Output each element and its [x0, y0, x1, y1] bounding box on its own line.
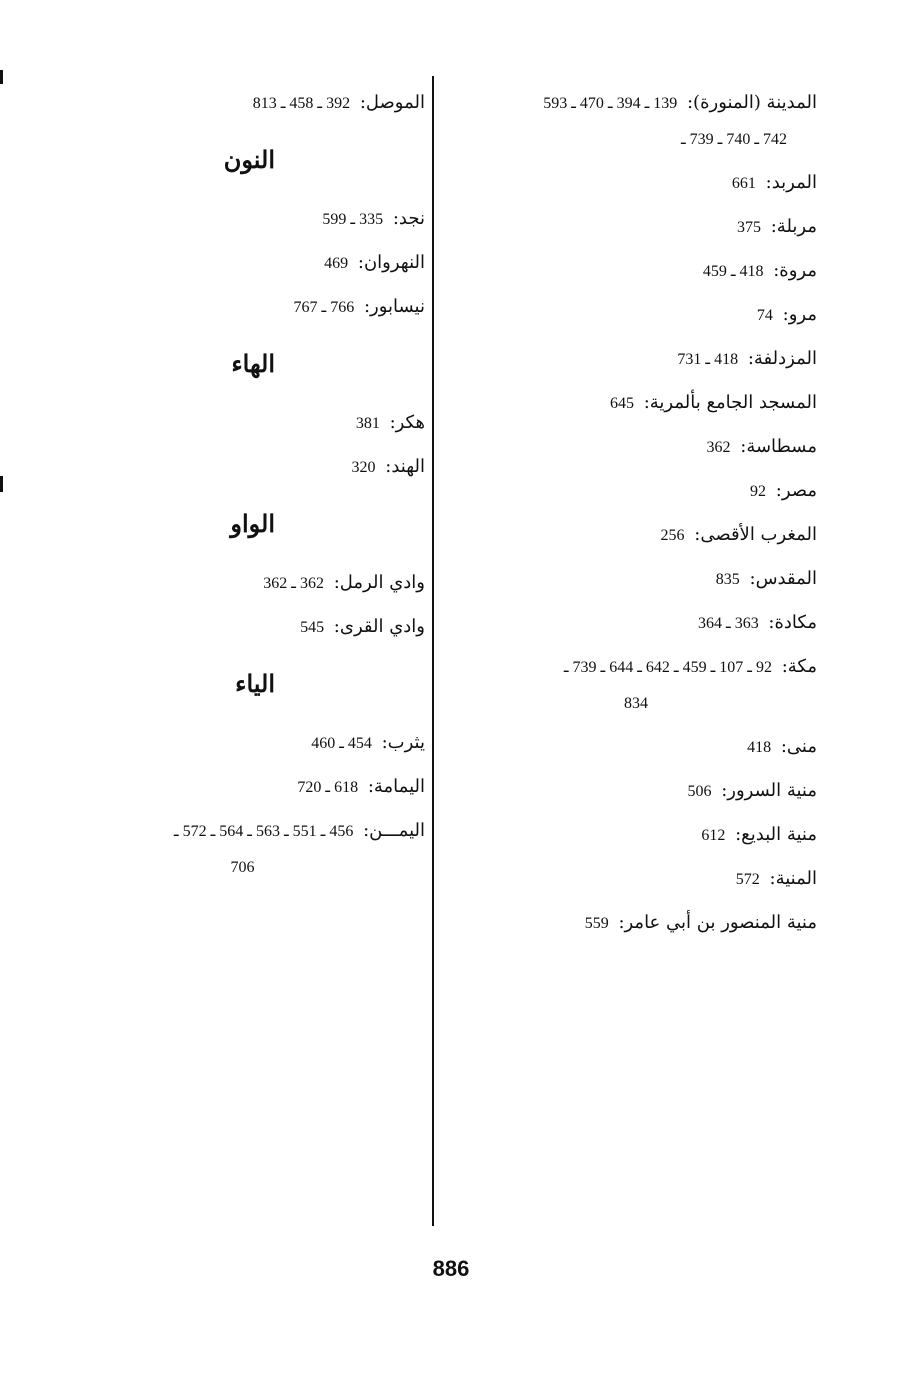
index-entry: يثرب: 454 ـ 460 — [311, 732, 425, 753]
section-heading-waw: الواو — [230, 509, 275, 538]
index-entry: نجد: 335 ـ 599 — [322, 208, 425, 229]
index-entry-makka: مكة: 92 ـ 107 ـ 459 ـ 642 ـ 644 ـ 739 ـ 834 — [455, 656, 817, 715]
scan-edge-mark-top — [0, 70, 3, 84]
page-number: 886 — [432, 1256, 470, 1281]
index-entry: الهند: 320 — [351, 456, 425, 477]
index-entry-yemen: اليمـــن: 456 ـ 551 ـ 563 ـ 564 ـ 572 ـ 706 — [60, 820, 425, 879]
index-entry: المغرب الأقصى: 256 — [660, 524, 817, 545]
index-entry: النهروان: 469 — [324, 252, 425, 273]
index-entry: هكر: 381 — [355, 412, 425, 433]
index-entry: مصر: 92 — [750, 480, 817, 501]
index-entry: المزدلفة: 418 ـ 731 — [677, 348, 817, 369]
scan-edge-mark-middle — [0, 476, 3, 492]
index-entry: نيسابور: 766 ـ 767 — [293, 296, 425, 317]
index-entry: المربد: 661 — [731, 172, 817, 193]
index-entry: وادي الرمل: 362 ـ 362 — [263, 572, 425, 593]
index-entry: مكادة: 363 ـ 364 — [698, 612, 817, 633]
index-entry: مرو: 74 — [756, 304, 817, 325]
index-entry: وادي القرى: 545 — [300, 616, 425, 637]
section-heading-ya: الياء — [235, 669, 275, 698]
index-entry: منية المنصور بن أبي عامر: 559 — [584, 912, 817, 933]
index-entry: المنية: 572 — [735, 868, 817, 889]
section-heading-ha: الهاء — [231, 349, 275, 378]
index-entry: المسجد الجامع بألمرية: 645 — [609, 392, 817, 413]
index-entry: منية السرور: 506 — [687, 780, 817, 801]
index-entry: منية البديع: 612 — [701, 824, 817, 845]
column-divider — [432, 76, 434, 1226]
index-entry: مسطاسة: 362 — [706, 436, 817, 457]
left-column — [60, 92, 425, 900]
index-entry: مروة: 418 ـ 459 — [702, 260, 817, 281]
index-entry: المقدس: 835 — [715, 568, 817, 589]
right-column — [455, 92, 817, 956]
index-entry: اليمامة: 618 ـ 720 — [297, 776, 425, 797]
entry-continuation: 706 — [230, 859, 255, 876]
entry-continuation: 834 — [624, 695, 648, 712]
section-heading-nun: النون — [223, 145, 275, 174]
entry-continuation: 742 ـ 740 ـ 739 ـ — [680, 131, 787, 148]
index-entry: منى: 418 — [747, 736, 817, 757]
index-entry-madina: المدينة (المنورة): 139 ـ 394 ـ 470 ـ 593 742 ـ 740 ـ 739 ـ — [455, 92, 817, 151]
index-entry: مربلة: 375 — [737, 216, 817, 237]
index-entry: الموصل: 392 ـ 458 ـ 813 — [252, 92, 425, 113]
